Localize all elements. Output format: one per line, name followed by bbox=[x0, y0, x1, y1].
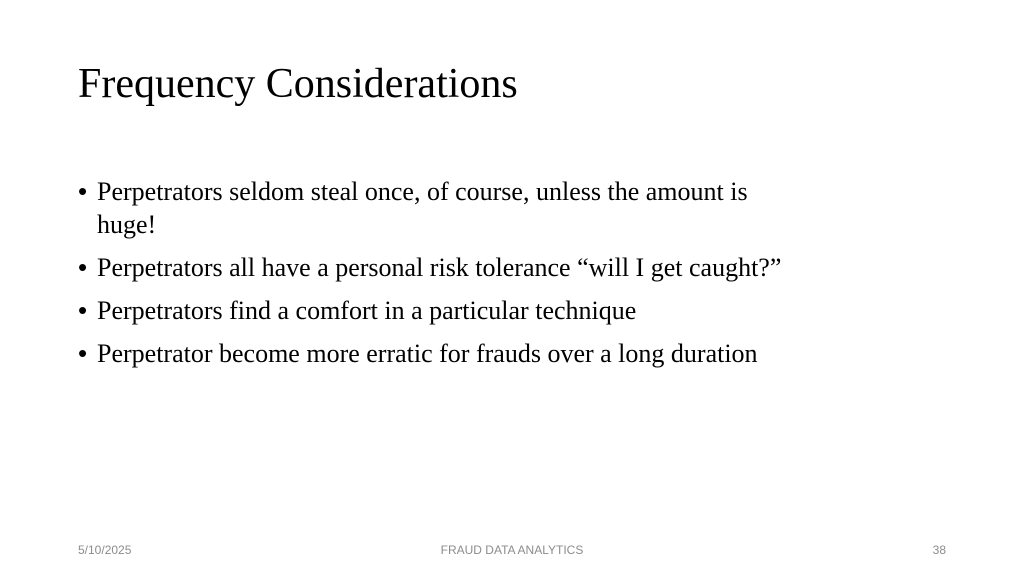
bullet-icon: • bbox=[78, 338, 88, 368]
slide-title: Frequency Considerations bbox=[78, 61, 518, 107]
bullet-item bbox=[78, 294, 798, 327]
footer-title: FRAUD DATA ANALYTICS bbox=[440, 543, 584, 557]
bullet-item bbox=[78, 251, 798, 284]
bullet-icon: • bbox=[78, 176, 88, 206]
bullet-text: Perpetrators find a comfort in a particular technique bbox=[97, 296, 637, 325]
bullet-item bbox=[78, 337, 798, 370]
bullet-icon: • bbox=[78, 295, 88, 325]
bullet-text: Perpetrators all have a personal risk tolerance “will I get caught?” bbox=[97, 253, 782, 282]
bullet-text: Perpetrator become more erratic for frauds over a long duration bbox=[97, 339, 758, 368]
bullet-icon: • bbox=[78, 252, 88, 282]
bullet-item bbox=[78, 175, 798, 241]
bullet-text: Perpetrators seldom steal once, of course, unless the amount is huge! bbox=[97, 177, 748, 239]
bullet-list bbox=[78, 175, 798, 380]
slide-number: 38 bbox=[932, 543, 946, 557]
footer-date: 5/10/2025 bbox=[78, 543, 132, 557]
